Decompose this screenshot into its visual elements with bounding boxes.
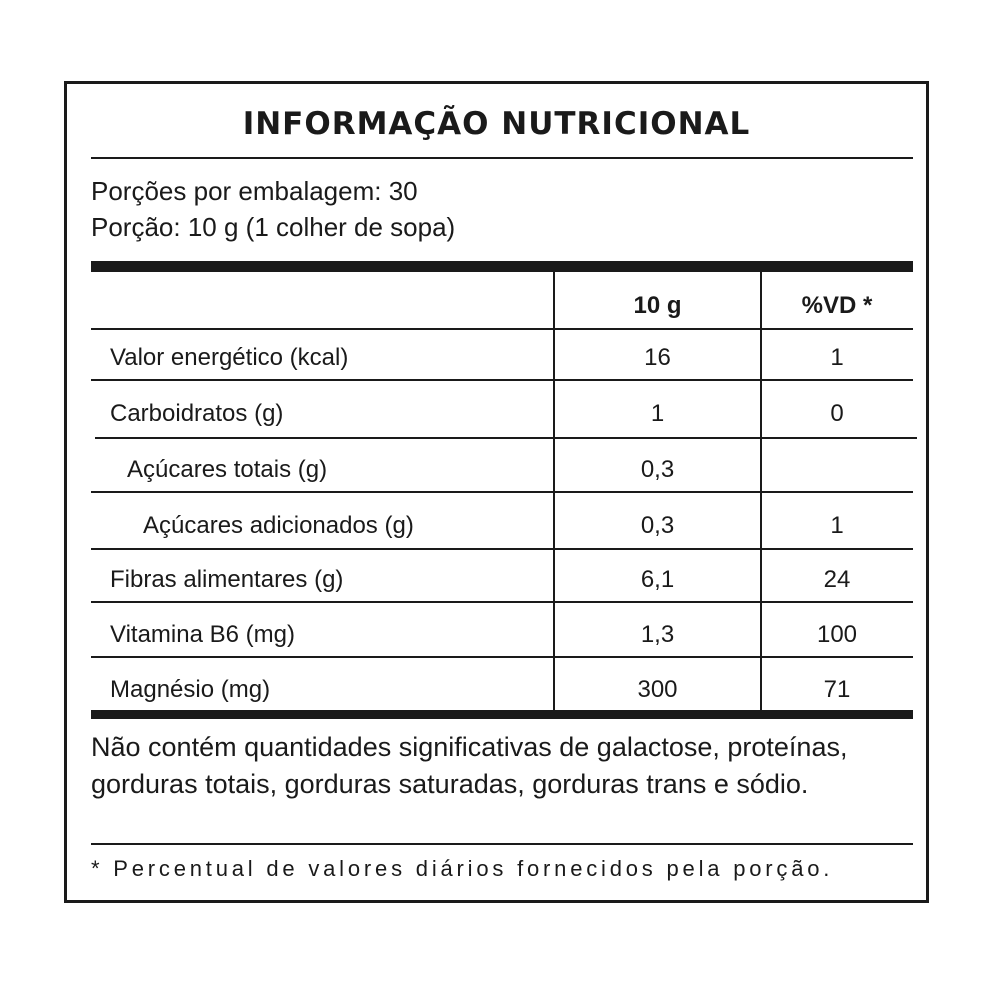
- row-divider: [91, 491, 913, 493]
- row-amount: 300: [637, 676, 678, 703]
- row-label: Açúcares totais (g): [127, 456, 328, 483]
- column-divider-amount: [553, 272, 555, 717]
- row-amount: 0,3: [640, 512, 675, 539]
- row-divider: [91, 328, 913, 330]
- column-header-daily-value: %VD *: [801, 292, 873, 319]
- row-amount: 6,1: [640, 566, 675, 593]
- row-daily-value: 100: [816, 621, 858, 648]
- row-daily-value: 1: [830, 512, 844, 539]
- row-daily-value: 0: [830, 400, 844, 427]
- thick-divider-bottom: [91, 710, 913, 719]
- disclaimer-text: Não contém quantidades significativas de galactose, proteínas, gorduras totais, gorduras saturadas, gorduras trans e sódio.: [91, 732, 848, 799]
- row-label: Magnésio (mg): [110, 676, 271, 703]
- row-divider: [91, 601, 913, 603]
- row-amount: 16: [644, 344, 671, 371]
- title-divider: [91, 157, 913, 159]
- row-divider: [91, 548, 913, 550]
- footnote-divider: [91, 843, 913, 845]
- row-amount: 1,3: [640, 621, 675, 648]
- row-divider: [91, 379, 913, 381]
- footnote-text: * Percentual de valores diários fornecidos pela porção.: [91, 856, 834, 881]
- column-header-amount: 10 g: [633, 292, 682, 319]
- row-label: Valor energético (kcal): [110, 344, 349, 371]
- nutrition-facts-label: [64, 81, 929, 903]
- row-amount: 0,3: [640, 456, 675, 483]
- row-daily-value: 24: [823, 566, 851, 593]
- thick-divider-top: [91, 261, 913, 272]
- row-amount: 1: [650, 400, 665, 427]
- row-daily-value: 1: [830, 344, 844, 371]
- row-label: Açúcares adicionados (g): [143, 512, 414, 539]
- row-divider: [91, 656, 913, 658]
- row-label: Fibras alimentares (g): [110, 566, 344, 593]
- column-divider-dv: [760, 272, 762, 717]
- servings-per-package: Porções por embalagem: 30: [91, 176, 418, 206]
- serving-size: Porção: 10 g (1 colher de sopa): [91, 212, 456, 242]
- row-divider: [95, 437, 917, 439]
- label-title: INFORMAÇÃO NUTRICIONAL: [242, 106, 751, 142]
- row-label: Carboidratos (g): [110, 400, 284, 427]
- row-label: Vitamina B6 (mg): [110, 621, 295, 648]
- row-daily-value: 71: [823, 676, 851, 703]
